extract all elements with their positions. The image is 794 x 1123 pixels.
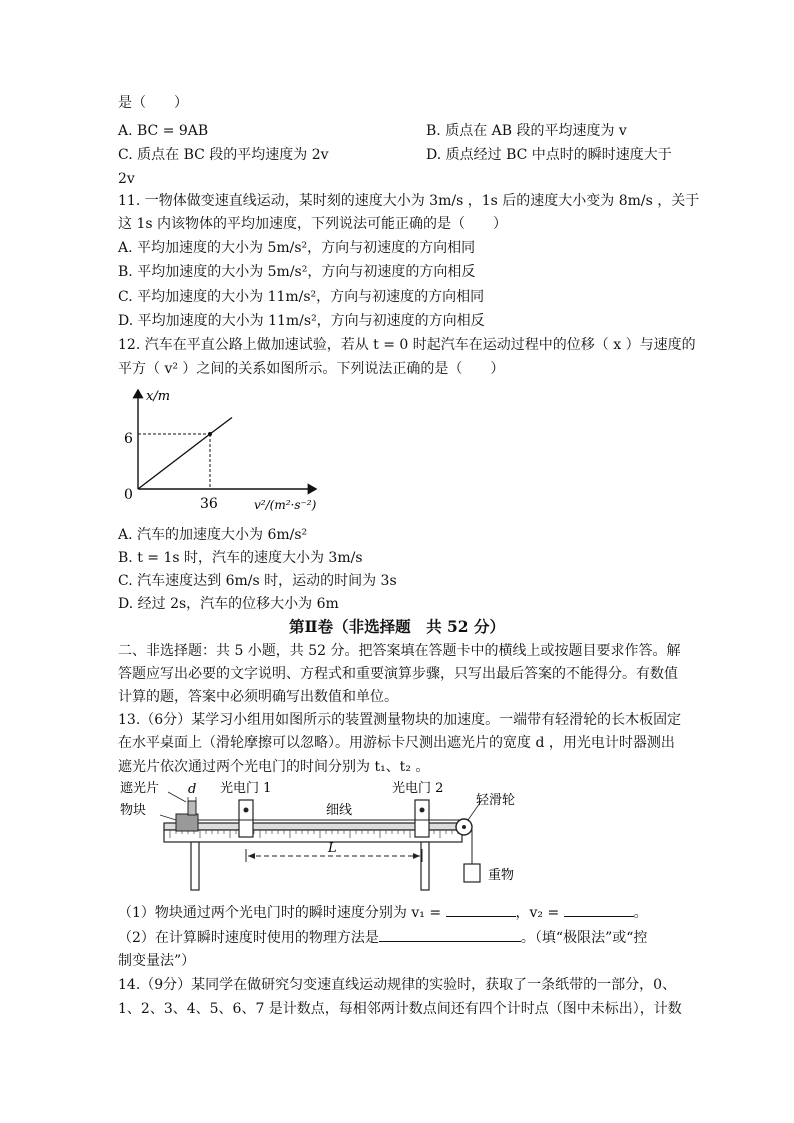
answer-blank-v1[interactable]: [446, 902, 516, 917]
q12-option-b: B. t = 1s 时，汽车的速度大小为 3m/s: [118, 550, 363, 566]
q13-stem-line2: 在水平桌面上（滑轮摩擦可以忽略）。用游标卡尺测出遮光片的宽度 d ，用光电计时器测出: [118, 735, 675, 751]
block: [176, 814, 198, 831]
marked-point: [208, 432, 212, 436]
y-axis-label: x/m: [146, 389, 171, 404]
q11-option-c: C. 平均加速度的大小为 11m/s²，方向与初速度的方向相同: [118, 289, 485, 305]
weight: [464, 864, 480, 882]
q12-option-c: C. 汽车速度达到 6m/s 时，运动的时间为 3s: [118, 573, 397, 589]
apparatus-diagram: [120, 778, 538, 896]
label-block: 物块: [120, 803, 147, 818]
q13-sub2-cont: 制变量法”）: [118, 953, 196, 969]
q11-option-a: A. 平均加速度的大小为 5m/s²，方向与初速度的方向相同: [118, 240, 476, 256]
q11-option-b: B. 平均加速度的大小为 5m/s²，方向与初速度的方向相反: [118, 264, 476, 280]
part2-instructions-line1: 二、非选择题：共 5 小题，共 52 分。把答案填在答题卡中的横线上或按题目要求作答。解: [118, 643, 681, 659]
q10-stem-tail: 是（ ）: [118, 95, 188, 111]
part2-instructions-line3: 计算的题，答案中必须明确写出数值和单位。: [118, 689, 398, 705]
q13-stem-line1: 13.（6分）某学习小组用如图所示的装置测量物块的加速度。一端带有轻滑轮的长木板固定: [118, 712, 682, 728]
label-photogate-1: 光电门 1: [220, 781, 272, 796]
x-v2-graph: [118, 384, 328, 519]
part2-title: 第Ⅱ卷（非选择题 共 52 分）: [289, 617, 505, 636]
q14-stem-line2: 1、2、3、4、5、6、7 是计数点，每相邻两计数点间还有四个计时点（图中未标出），计数: [118, 1001, 682, 1017]
q11-stem-line1: 11. 一物体做变速直线运动，某时刻的速度大小为 3m/s ，1s 后的速度大小变为 8m/s ，关于: [118, 193, 700, 209]
answer-blank-v2[interactable]: [564, 902, 634, 917]
q10-option-d: D. 质点经过 BC 中点时的瞬时速度大于: [426, 147, 672, 163]
label-photogate-2: 光电门 2: [392, 781, 444, 796]
q13-sub1: （1）物块通过两个光电门时的瞬时速度分别为 v₁ = ，v₂ = 。: [118, 902, 648, 923]
part2-instructions-line2: 答题应写出必要的文字说明、方程式和重要演算步骤，只写出最后答案的不能得分。有数值: [118, 666, 678, 682]
q10-option-c: C. 质点在 BC 段的平均速度为 2v: [118, 147, 329, 163]
label-shade-plate: 遮光片: [120, 781, 160, 796]
q13-sub2: （2）在计算瞬时速度时使用的物理方法是 。（填“极限法”或“控: [118, 927, 647, 948]
x-axis-label: v²/(m²·s⁻²): [254, 498, 317, 512]
label-string: 细线: [326, 803, 353, 818]
label-pulley: 轻滑轮: [476, 793, 516, 808]
photogate-1: [239, 800, 253, 837]
label-L: L: [328, 841, 337, 856]
board-leg-left: [191, 842, 199, 890]
x-tick-label: 36: [200, 496, 218, 512]
q14-stem-line1: 14.（9分）某同学在做研究匀变速直线运动规律的实验时，获取了一条纸带的一部分，0、: [118, 977, 677, 993]
data-line: [138, 418, 232, 490]
y-tick-label: 6: [124, 431, 133, 447]
shade-plate: [188, 801, 196, 815]
q10-option-d-cont: 2v: [118, 171, 135, 187]
q10-option-a: A. BC = 9AB: [118, 123, 209, 139]
q13-stem-line3: 遮光片依次通过两个光电门的时间分别为 t₁、t₂ 。: [118, 759, 430, 775]
q12-stem-line2: 平方（ v² ）之间的关系如图所示。下列说法正确的是（ ）: [118, 361, 505, 377]
q12-stem-line1: 12. 汽车在平直公路上做加速试验，若从 t = 0 时起汽车在运动过程中的位移（ x ）与速度的: [118, 337, 696, 353]
origin-label: 0: [124, 487, 133, 503]
q12-option-d: D. 经过 2s，汽车的位移大小为 6m: [118, 596, 339, 612]
answer-blank-method[interactable]: [379, 927, 521, 942]
label-weight: 重物: [488, 868, 515, 883]
q11-option-d: D. 平均加速度的大小为 11m/s²，方向与初速度的方向相反: [118, 313, 485, 329]
q10-option-b: B. 质点在 AB 段的平均速度为 v: [426, 123, 627, 139]
label-d: d: [188, 782, 197, 797]
photogate-2: [415, 800, 429, 837]
q11-stem-line2: 这 1s 内该物体的平均加速度，下列说法可能正确的是（ ）: [118, 216, 507, 232]
q12-option-a: A. 汽车的加速度大小为 6m/s²: [118, 527, 308, 543]
